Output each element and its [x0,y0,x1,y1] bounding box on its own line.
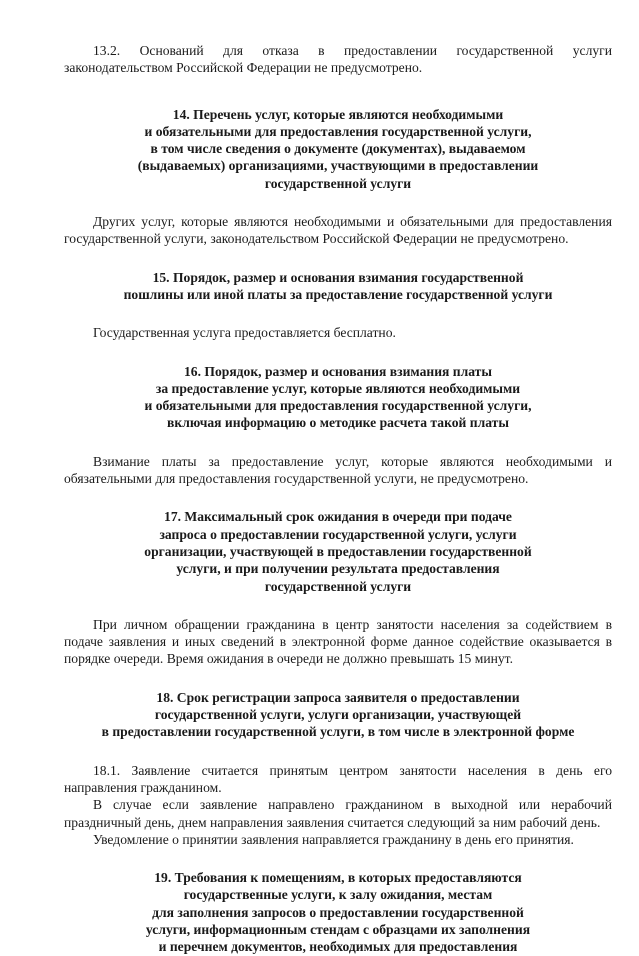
heading-line: государственной услуги, услуги организации, участвующей [154,707,522,723]
heading-line: государственные услуги, к залу ожидания, местам [183,887,493,903]
heading-16 [64,363,612,432]
heading-18 [64,689,612,741]
heading-line: государственной услуги [264,578,412,594]
heading-line: государственной услуги [264,175,412,191]
heading-line: 15. Порядок, размер и основания взимания государственной [152,269,524,285]
heading-line: 19. Требования к помещениям, в которых предоставляются [154,870,522,886]
heading-17 [64,508,612,594]
heading-line: в предоставлении государственной услуги, в том числе в электронной форме [101,724,575,740]
heading-line: 17. Максимальный срок ожидания в очереди при подаче [164,509,512,525]
heading-14 [64,106,612,192]
heading-line: и перечнем документов, необходимых для предоставления [158,939,518,955]
heading-line: и обязательными для предоставления государственной услуги, [144,398,532,414]
heading-line: 16. Порядок, размер и основания взимания платы [184,363,492,379]
heading-line: пошлины или иной платы за предоставление государственной услуги [123,286,553,302]
heading-line: в том числе сведения о документе (документах), выдаваемом [150,141,526,157]
heading-line: 18. Срок регистрации запроса заявителя о предоставлении [156,689,520,705]
heading-line: за предоставление услуг, которые являются необходимыми [155,380,521,396]
heading-line: для заполнения запросов о предоставлении государственной [152,904,524,920]
document-page [64,42,612,956]
heading-line: организации, участвующей в предоставлении государственной [144,543,532,559]
paragraph-18-1: 18.1. Заявление считается принятым центром занятости населения в день его направления гражданином. [64,762,612,795]
heading-line: услуги, и при получении результата предоставления [176,561,500,577]
paragraph-18-3: Уведомление о принятии заявления направляется гражданину в день его принятия. [93,831,574,847]
heading-line: и обязательными для предоставления государственной услуги, [144,123,532,139]
paragraph-13-2: 13.2. Оснований для отказа в предоставлении государственной услуги законодательством Российской Федерации не предусмотрено. [64,43,612,76]
heading-line: запроса о предоставлении государственной услуги, услуги [159,526,517,542]
paragraph-14: Других услуг, которые являются необходимыми и обязательными для предоставления государственной услуги, законодательством Российской Федерации не предусмотрено. [64,214,612,247]
heading-line: 14. Перечень услуг, которые являются необходимыми [172,106,504,122]
heading-line: услуги, информационным стендам с образцами их заполнения [145,921,531,937]
paragraph-16: Взимание платы за предоставление услуг, которые являются необходимыми и обязательными для предоставления государственной услуги, не предусмотрено. [64,453,612,487]
paragraph-15: Государственная услуга предоставляется бесплатно. [93,325,396,341]
heading-line: (выдаваемых) организациями, участвующими в предоставлении [137,158,539,174]
heading-line: включая информацию о методике расчета такой платы [167,415,509,431]
heading-19 [64,869,612,955]
paragraph-18-2: В случае если заявление направлено гражданином в выходной или нерабочий праздничный день, днем направления заявления считается следующий за ним рабочий день. [64,797,612,830]
paragraph-17: При личном обращении гражданина в центр занятости населения за содействием в подаче заявления и иных сведений в электронной форме данное содействие оказывается в порядке очереди. Время ожидания в очереди не должно превышать 15 минут. [64,616,612,667]
heading-15 [64,269,612,304]
